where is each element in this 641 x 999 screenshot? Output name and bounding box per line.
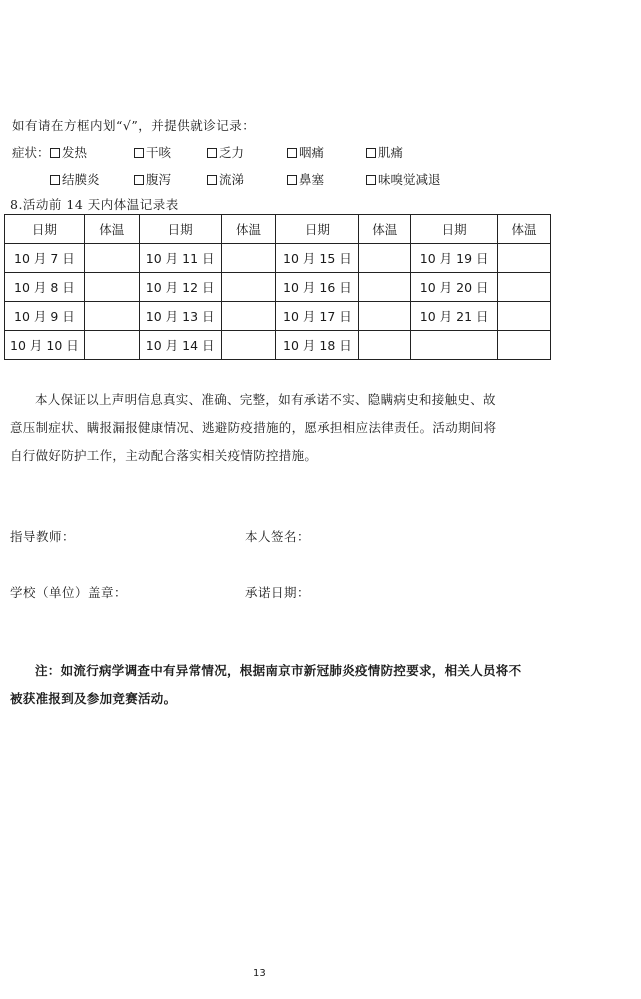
symptom-checkbox-runny-nose[interactable]: 流涕 [207, 170, 244, 188]
symptom-checkbox-nasal-congestion[interactable]: 鼻塞 [287, 170, 324, 188]
table-row [5, 302, 551, 331]
date-cell [411, 331, 498, 360]
date-cell: 10 月 15 日 [276, 244, 359, 273]
temperature-cell[interactable] [84, 302, 139, 331]
checkbox-icon[interactable] [50, 148, 60, 158]
table-row [5, 331, 551, 360]
temperature-cell[interactable] [498, 331, 551, 360]
note-line-1: 注：如流行病学调查中有异常情况，根据南京市新冠肺炎疫情防控要求，相关人员将不 [35, 663, 522, 678]
date-cell: 10 月 19 日 [411, 244, 498, 273]
checkbox-icon[interactable] [366, 148, 376, 158]
school-stamp-label: 学校（单位）盖章： [10, 585, 128, 600]
date-cell: 10 月 14 日 [139, 331, 221, 360]
date-cell: 10 月 18 日 [276, 331, 359, 360]
note-line-2: 被获准报到及参加竞赛活动。 [10, 691, 177, 706]
table-header: 日期 [411, 215, 498, 244]
date-cell: 10 月 8 日 [5, 273, 85, 302]
temperature-cell[interactable] [359, 331, 411, 360]
checkbox-icon[interactable] [287, 148, 297, 158]
temperature-cell[interactable] [84, 273, 139, 302]
symptom-checkbox-diarrhea[interactable]: 腹泻 [134, 170, 171, 188]
pledge-paragraph [10, 386, 530, 470]
temperature-cell[interactable] [498, 244, 551, 273]
date-cell: 10 月 12 日 [139, 273, 221, 302]
date-cell: 10 月 21 日 [411, 302, 498, 331]
date-cell: 10 月 13 日 [139, 302, 221, 331]
checkbox-icon[interactable] [207, 175, 217, 185]
checkbox-icon[interactable] [134, 148, 144, 158]
page-number: 13 [253, 968, 266, 979]
pledge-line-1: 本人保证以上声明信息真实、准确、完整，如有承诺不实、隐瞒病史和接触史、故 [35, 392, 496, 407]
symptom-checkbox-myalgia[interactable]: 肌痛 [366, 143, 403, 161]
symptom-checkbox-smell-taste-loss[interactable]: 味嗅觉减退 [366, 170, 441, 188]
temperature-cell[interactable] [84, 331, 139, 360]
temperature-cell[interactable] [359, 244, 411, 273]
table-row [5, 244, 551, 273]
symptom-checkbox-sore-throat[interactable]: 咽痛 [287, 143, 324, 161]
instruction-text: 如有请在方框内划“√”，并提供就诊记录： [12, 118, 256, 133]
temperature-cell[interactable] [359, 273, 411, 302]
checkbox-icon[interactable] [207, 148, 217, 158]
table-header-row [5, 215, 551, 244]
symptom-checkbox-dry-cough[interactable]: 干咳 [134, 143, 171, 161]
symptom-checkbox-fatigue[interactable]: 乏力 [207, 143, 244, 161]
table-header: 体温 [498, 215, 551, 244]
table-header: 日期 [139, 215, 221, 244]
temperature-cell[interactable] [84, 244, 139, 273]
temperature-cell[interactable] [221, 302, 276, 331]
date-cell: 10 月 7 日 [5, 244, 85, 273]
table-header: 体温 [221, 215, 276, 244]
table-row [5, 273, 551, 302]
self-signature-label: 本人签名： [245, 529, 311, 544]
date-cell: 10 月 9 日 [5, 302, 85, 331]
temperature-cell[interactable] [498, 273, 551, 302]
temperature-cell[interactable] [221, 273, 276, 302]
checkbox-icon[interactable] [134, 175, 144, 185]
temperature-record-table [4, 214, 551, 360]
table-header: 体温 [359, 215, 411, 244]
date-cell: 10 月 16 日 [276, 273, 359, 302]
date-cell: 10 月 20 日 [411, 273, 498, 302]
pledge-date-label: 承诺日期： [245, 585, 311, 600]
checkbox-icon[interactable] [287, 175, 297, 185]
symptoms-label: 症状： [12, 145, 50, 160]
table-header: 日期 [5, 215, 85, 244]
table-header: 日期 [276, 215, 359, 244]
teacher-signature-label: 指导教师： [10, 529, 76, 544]
date-cell: 10 月 17 日 [276, 302, 359, 331]
pledge-line-3: 自行做好防护工作，主动配合落实相关疫情防控措施。 [10, 448, 318, 463]
note-paragraph [10, 657, 535, 713]
temperature-cell[interactable] [359, 302, 411, 331]
symptom-checkbox-conjunctivitis[interactable]: 结膜炎 [50, 170, 100, 188]
date-cell: 10 月 11 日 [139, 244, 221, 273]
pledge-line-2: 意压制症状、瞒报漏报健康情况、逃避防疫措施的，愿承担相应法律责任。活动期间将 [10, 420, 497, 435]
symptom-checkbox-fever[interactable]: 发热 [50, 143, 87, 161]
checkbox-icon[interactable] [366, 175, 376, 185]
temperature-cell[interactable] [498, 302, 551, 331]
section-8-title: 8.活动前 14 天内体温记录表 [10, 197, 179, 212]
checkbox-icon[interactable] [50, 175, 60, 185]
symptoms-row-2 [0, 170, 641, 188]
temperature-cell[interactable] [221, 244, 276, 273]
symptoms-row-1 [0, 143, 641, 161]
temperature-cell[interactable] [221, 331, 276, 360]
date-cell: 10 月 10 日 [5, 331, 85, 360]
table-header: 体温 [84, 215, 139, 244]
